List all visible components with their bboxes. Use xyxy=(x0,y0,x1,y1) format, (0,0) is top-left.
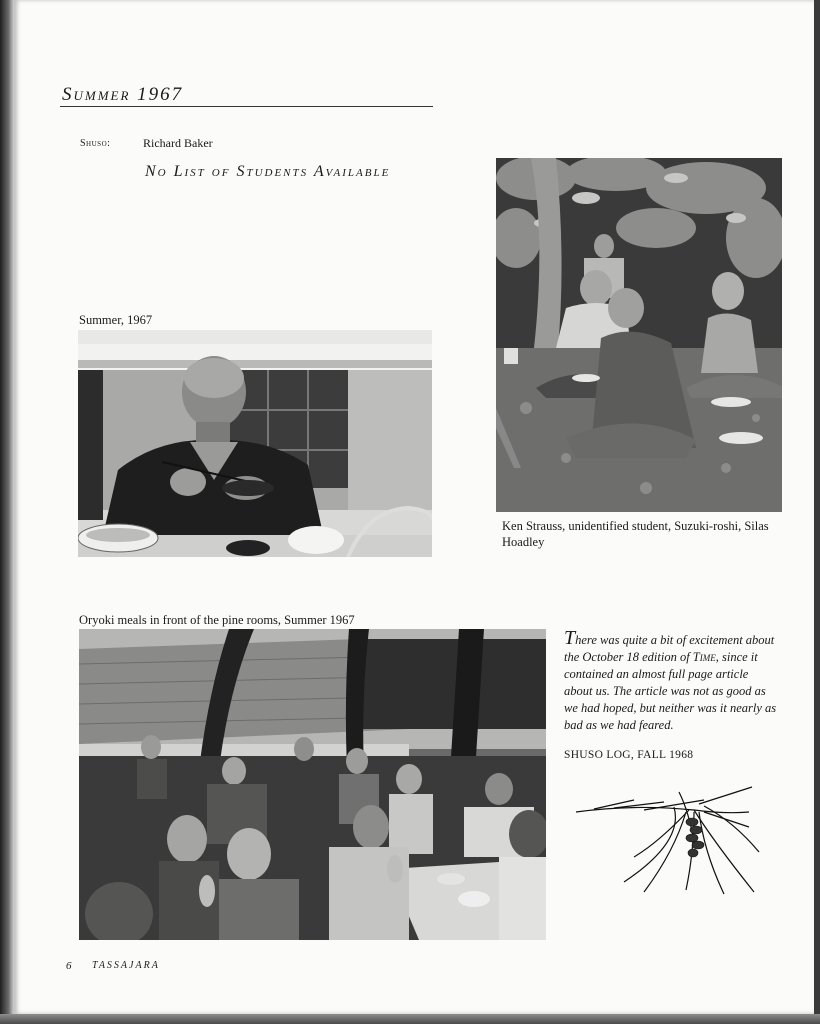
photo-oryoki-meal xyxy=(79,629,546,940)
pine-branch-sketch xyxy=(574,782,764,897)
quote-text-start: here was quite a bit of excitement about the October 18 edition of xyxy=(564,633,775,664)
quote-text-end: , since it contained an almost full page article about us. The article was not as good as we had hoped, but neither was it nearly as bad as we had feared. xyxy=(564,650,777,732)
page-number: 6 xyxy=(66,960,72,972)
book-spine-shadow xyxy=(0,0,14,1024)
running-footer-title: TASSAJARA xyxy=(92,960,160,971)
photo-group-under-tree xyxy=(496,158,782,512)
quote-drop-cap: T xyxy=(564,627,576,649)
section-title: Summer 1967 xyxy=(62,84,184,105)
caption-ken-strauss: Ken Strauss, unidentified student, Suzuki-roshi, Silas Hoadley xyxy=(502,519,769,549)
shuso-name: Richard Baker xyxy=(143,136,213,150)
quote-time-magazine: Time xyxy=(692,650,716,664)
quote-source: SHUSO LOG, FALL 1968 xyxy=(564,749,694,761)
title-rule xyxy=(60,106,433,107)
quote-text xyxy=(564,627,779,734)
caption-oryoki: Oryoki meals in front of the pine rooms, Summer 1967 xyxy=(79,613,355,627)
no-students-note: No List of Students Available xyxy=(145,163,391,180)
document-page xyxy=(14,0,814,1014)
page-bottom-edge xyxy=(0,1014,820,1024)
shuso-label: Shuso: xyxy=(80,138,111,149)
photo-man-eating xyxy=(78,330,432,557)
caption-summer: Summer, 1967 xyxy=(79,313,153,327)
